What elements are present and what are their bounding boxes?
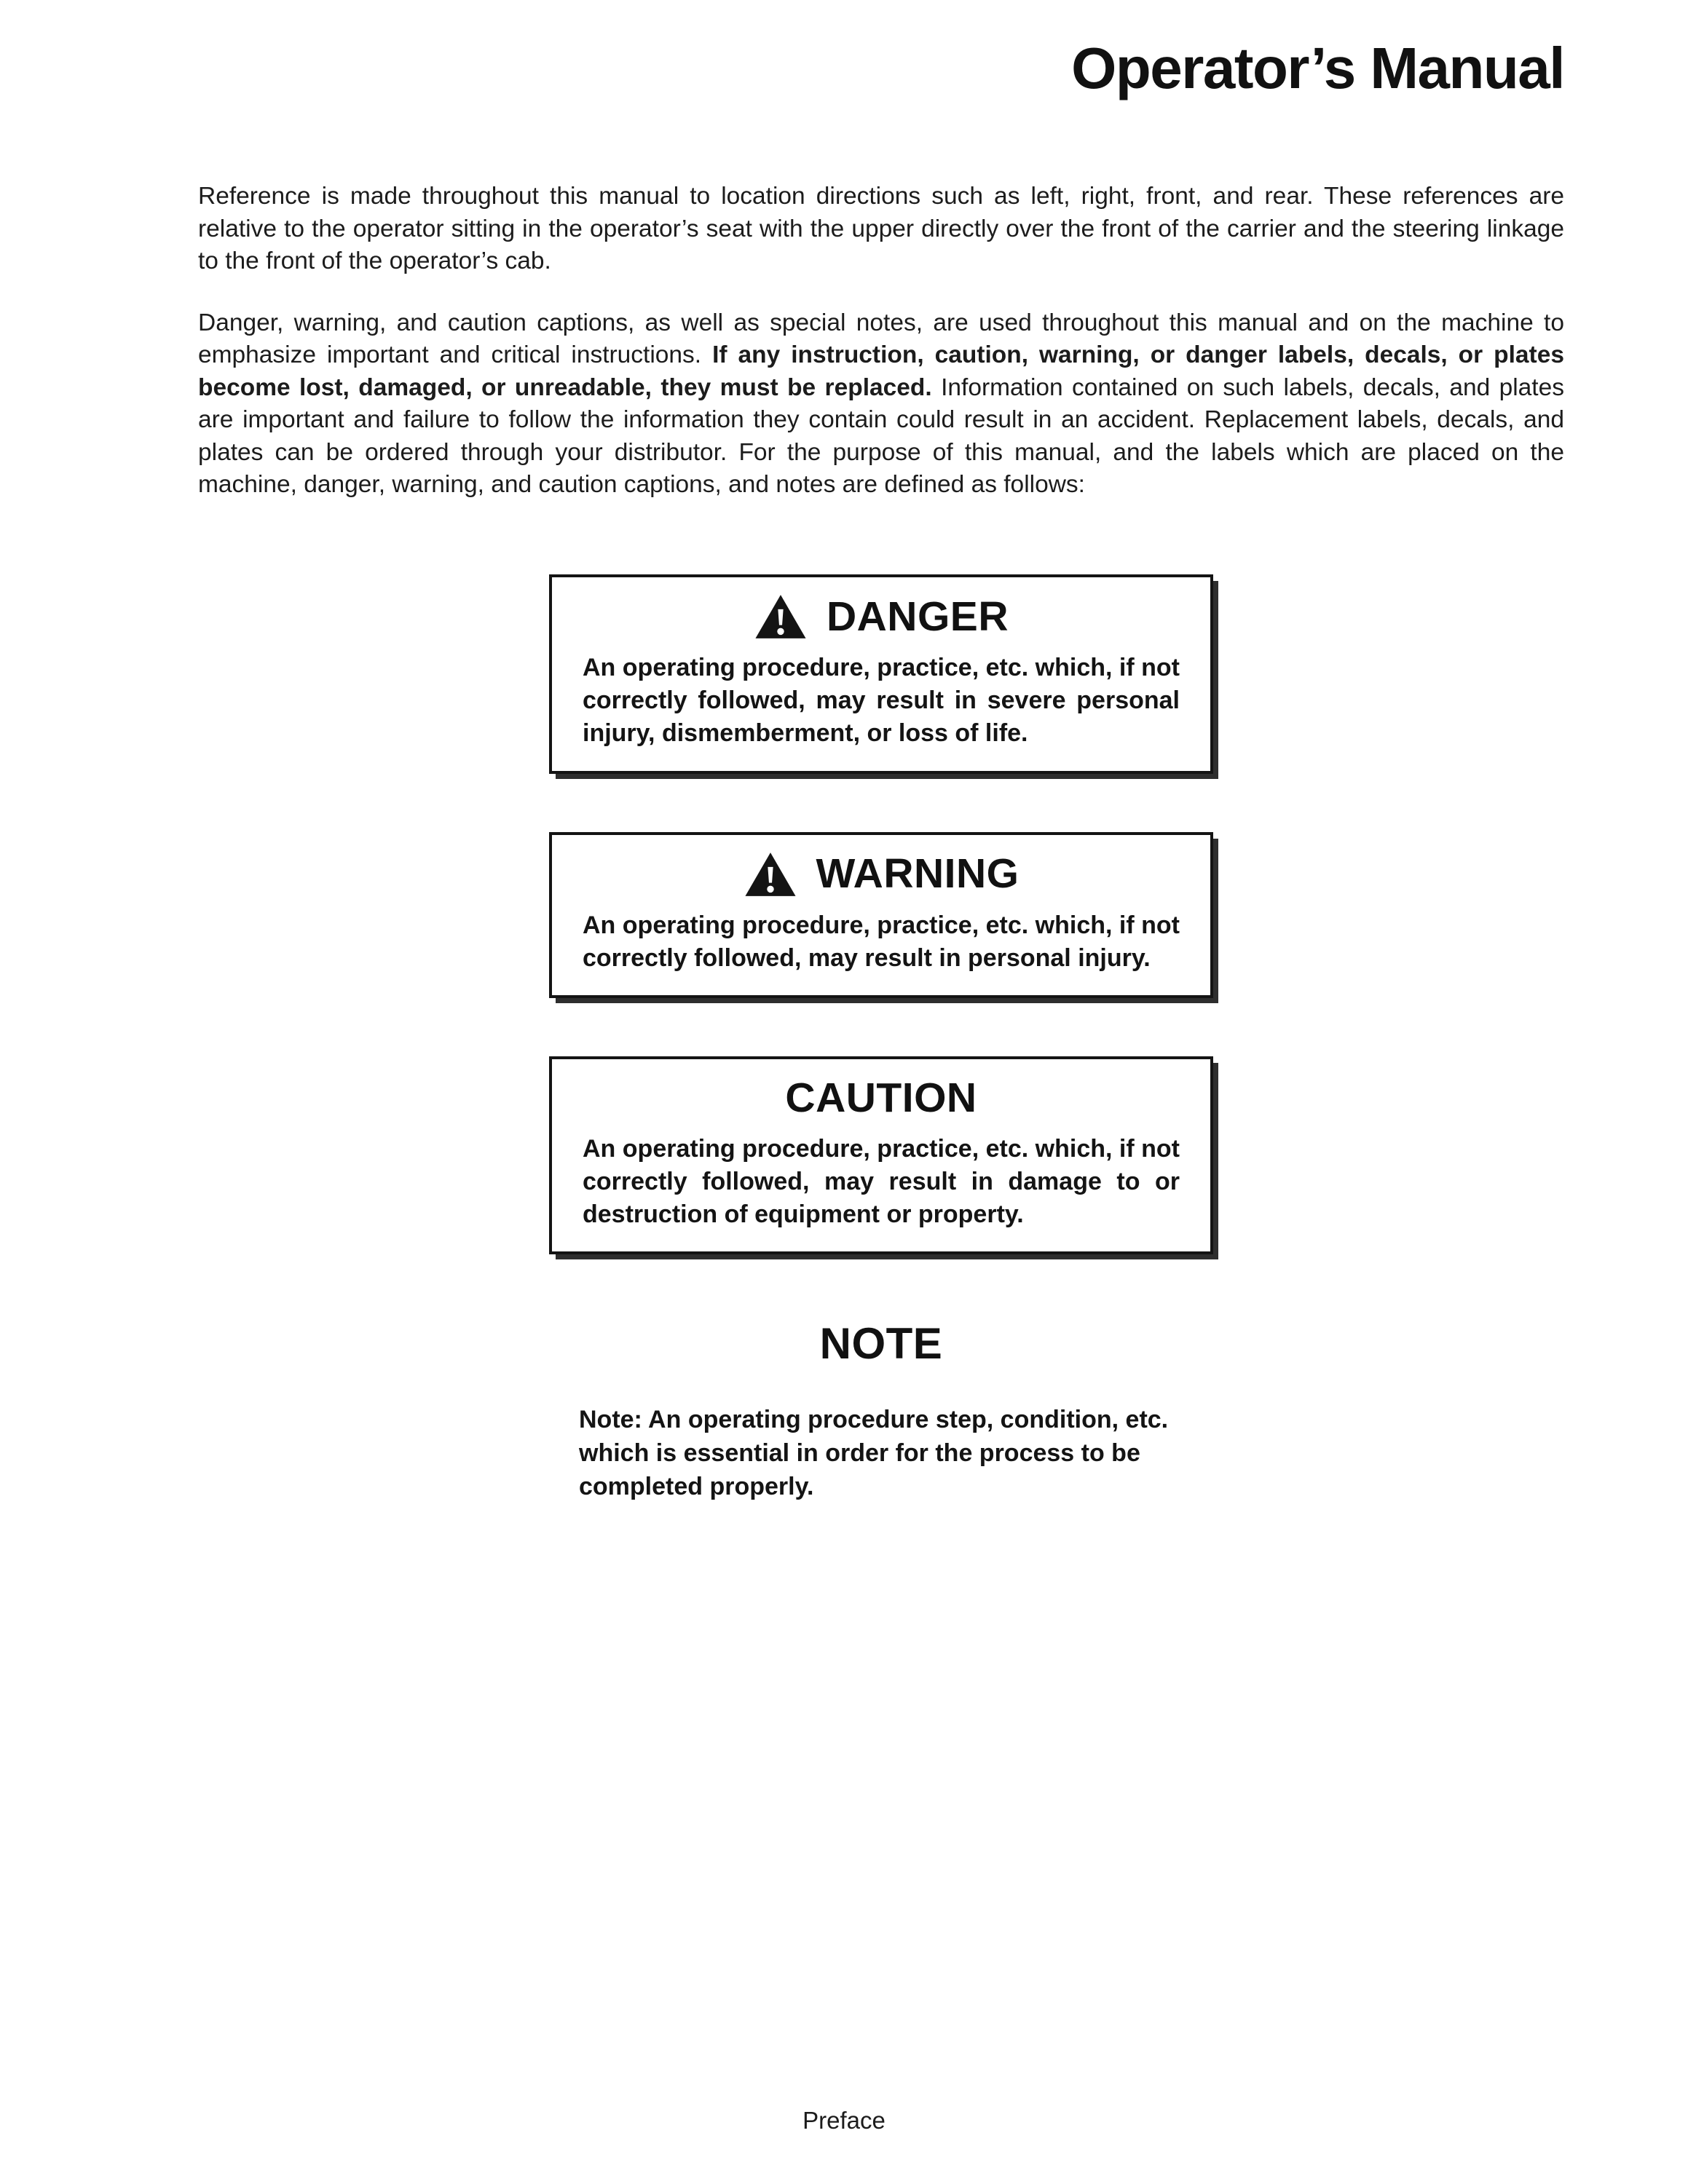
note-body: Note: An operating procedure step, condition, etc. which is essential in order for the process to be completed properly. [579,1406,1169,1501]
warning-box-title-row [583,851,1180,898]
warning-triangle-icon [744,851,797,898]
warning-box [549,832,1213,998]
paragraph-captions-text-trail: Information contained on such labels, decals, and plates are important and failure to follow the information they contain could result in an accident. Replacement labels, decals, and plates can be ordered through your distributor. For the purpose of this manual, and the labels which are placed on the machine, danger, warning, and caution captions, and notes are defined as follows: [198,373,1565,499]
paragraph-reference-text: Reference is made throughout this manual to location directions such as left, right, front, and rear. These references are relative to the operator sitting in the operator’s seat with the upper directly over the front of the carrier and the steering linkage to the front of the operator’s cab. [198,183,1564,275]
note-section [549,1318,1213,1504]
danger-box [549,574,1213,774]
danger-box-body: An operating procedure, practice, etc. which, if not correctly followed, may result in severe personal injury, dismemberment, or loss of life. [583,653,1180,748]
note-title: NOTE [819,1319,943,1369]
page-title: Operator’s Manual [1071,36,1564,100]
warning-box-title: WARNING [816,850,1019,898]
paragraph-reference-directions [198,181,1564,278]
danger-box-title: DANGER [826,593,1009,640]
caution-box-body: An operating procedure, practice, etc. which, if not correctly followed, may result in damage to or destruction of equipment or property. [583,1134,1180,1229]
warning-triangle-icon [754,593,808,640]
warning-box-body: An operating procedure, practice, etc. which, if not correctly followed, may result in personal injury. [583,911,1180,972]
caution-box-title-row [583,1075,1180,1121]
danger-box-title-row [583,593,1180,640]
caution-box [549,1056,1213,1254]
paragraph-captions-text-bold: If any instruction, caution, warning, or danger labels, decals, or plates become lost, damaged, or unreadable, they must be replaced. [198,341,1564,401]
paragraph-captions-intro [198,307,1564,502]
caption-box-column [549,574,1213,1504]
caution-box-title: CAUTION [785,1075,977,1122]
page-footer-label: Preface [802,2107,886,2134]
paragraph-captions-text-lead: Danger, warning, and caution captions, as well as special notes, are used throughout this manual and on the machine to emphasize important and critical instructions. [198,309,1564,369]
